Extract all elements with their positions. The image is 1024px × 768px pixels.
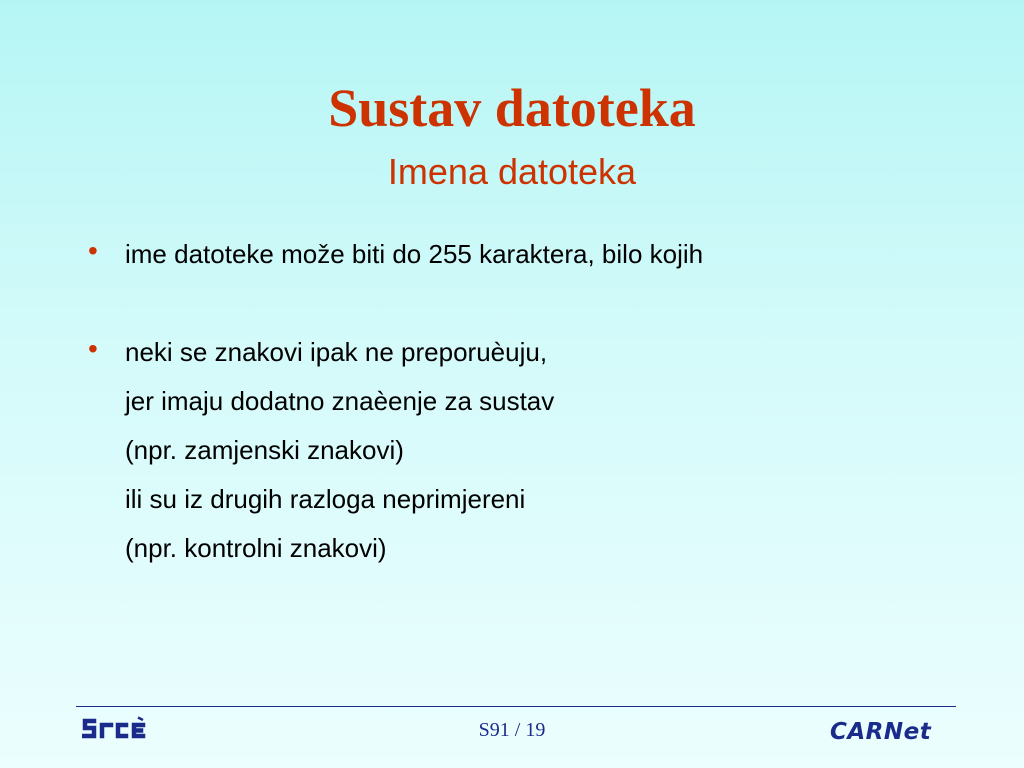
- bullet-icon: •: [88, 333, 98, 364]
- page-number: S91 / 19: [478, 719, 546, 741]
- bullet-text-line: neki se znakovi ipak ne preporuèuju,: [125, 337, 548, 367]
- carnet-logo: [828, 716, 952, 744]
- bullet-item: [88, 230, 988, 279]
- slide-title: Sustav datoteka: [328, 78, 696, 138]
- footer-divider: [76, 706, 956, 707]
- bullet-text-line: ili su iz drugih razloga neprimjereni: [125, 484, 526, 514]
- svg-text:CARNet: CARNet: [830, 719, 932, 744]
- bullet-text-line: (npr. zamjenski znakovi): [125, 435, 404, 465]
- bullet-list: [88, 230, 988, 573]
- slide-subtitle: Imena datoteka: [387, 151, 637, 192]
- bullet-text-line: ime datoteke može biti do 255 karaktera, bilo kojih: [125, 239, 704, 269]
- bullet-text-line: (npr. kontrolni znakovi): [125, 533, 387, 563]
- bullet-icon: •: [88, 235, 98, 266]
- bullet-text-line: jer imaju dodatno znaèenje za sustav: [125, 386, 555, 416]
- bullet-item: [88, 328, 988, 573]
